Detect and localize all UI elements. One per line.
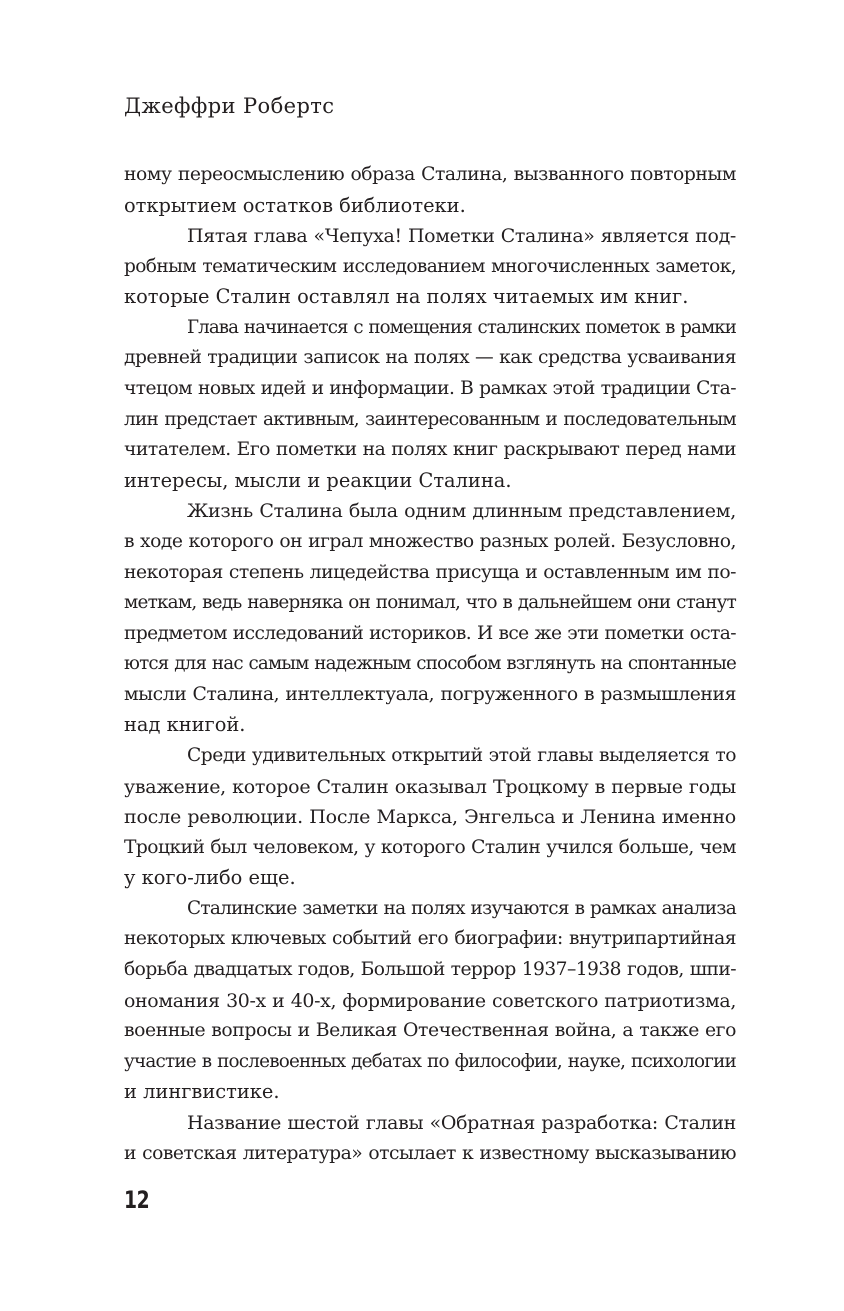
- text-line: мысли Сталина, интеллектуала, погруженного в размышления: [124, 683, 736, 705]
- text-line: и лингвистике.: [124, 1080, 280, 1104]
- text-line: некоторых ключевых событий его биографии: внутрипартийная: [124, 928, 736, 950]
- text-line: некоторая степень лицедейства присуща и оставленным им по-: [124, 561, 736, 583]
- text-line: древней традиции записок на полях — как средства усваивания: [124, 347, 736, 369]
- text-line: которые Сталин оставлял на полях читаемых им книг.: [124, 285, 689, 309]
- text-line: меткам, ведь наверняка он понимал, что в дальнейшем они станут: [124, 592, 736, 614]
- text-line: Троцкий был человеком, у которого Сталин учился больше, чем: [124, 836, 736, 858]
- text-line: предметом исследований историков. И все же эти пометки оста-: [124, 622, 736, 644]
- paragraph-first-line: Среди удивительных открытий этой главы выделяется то: [187, 744, 736, 766]
- text-line: ются для нас самым надежным способом взглянуть на спонтанные: [124, 653, 736, 675]
- text-line: чтецом новых идей и информации. В рамках этой традиции Ста-: [124, 378, 736, 400]
- paragraph-first-line: Глава начинается с помещения сталинских пометок в рамки: [187, 316, 736, 338]
- text-line: робным тематическим исследованием многочисленных заметок,: [124, 255, 736, 277]
- text-line: читателем. Его пометки на полях книг раскрывают перед нами: [124, 439, 736, 461]
- paragraph-first-line: Пятая глава «Чепуха! Пометки Сталина» является под-: [187, 225, 736, 248]
- text-line: борьба двадцатых годов, Большой террор 1937–1938 годов, шпи-: [124, 959, 736, 981]
- paragraph-first-line: Сталинские заметки на полях изучаются в рамках анализа: [187, 897, 736, 919]
- text-line: после революции. После Маркса, Энгельса и Ленина именно: [124, 806, 736, 829]
- body-text: [124, 160, 736, 1169]
- text-line: над книгой.: [124, 713, 246, 737]
- text-line: в ходе которого он играл множество разных ролей. Безусловно,: [124, 530, 736, 552]
- running-head: Джеффри Робертс: [124, 94, 335, 118]
- text-line: открытием остатков библиотеки.: [124, 193, 466, 217]
- paragraph-first-line: Название шестой главы «Обратная разработка: Сталин: [187, 1111, 736, 1134]
- text-line: интересы, мысли и реакции Сталина.: [124, 468, 512, 492]
- text-line: участие в послевоенных дебатах по философии, науке, психологии: [124, 1050, 736, 1072]
- text-line: лин предстает активным, заинтересованным и последовательным: [124, 408, 736, 430]
- text-line: у кого-либо еще.: [124, 866, 296, 890]
- text-line: ному переосмыслению образа Сталина, вызванного повторным: [124, 164, 736, 185]
- text-line: ономания 30-х и 40-х, формирование советского патриотизма,: [124, 989, 736, 1012]
- paragraph-first-line: Жизнь Сталина была одним длинным представлением,: [187, 500, 736, 523]
- text-line: и советская литература» отсылает к известному высказыванию: [124, 1142, 736, 1164]
- text-line: уважение, которое Сталин оказывал Троцкому в первые годы: [124, 775, 736, 798]
- page-number: 12: [124, 1186, 150, 1214]
- text-line: военные вопросы и Великая Отечественная война, а также его: [124, 1020, 736, 1042]
